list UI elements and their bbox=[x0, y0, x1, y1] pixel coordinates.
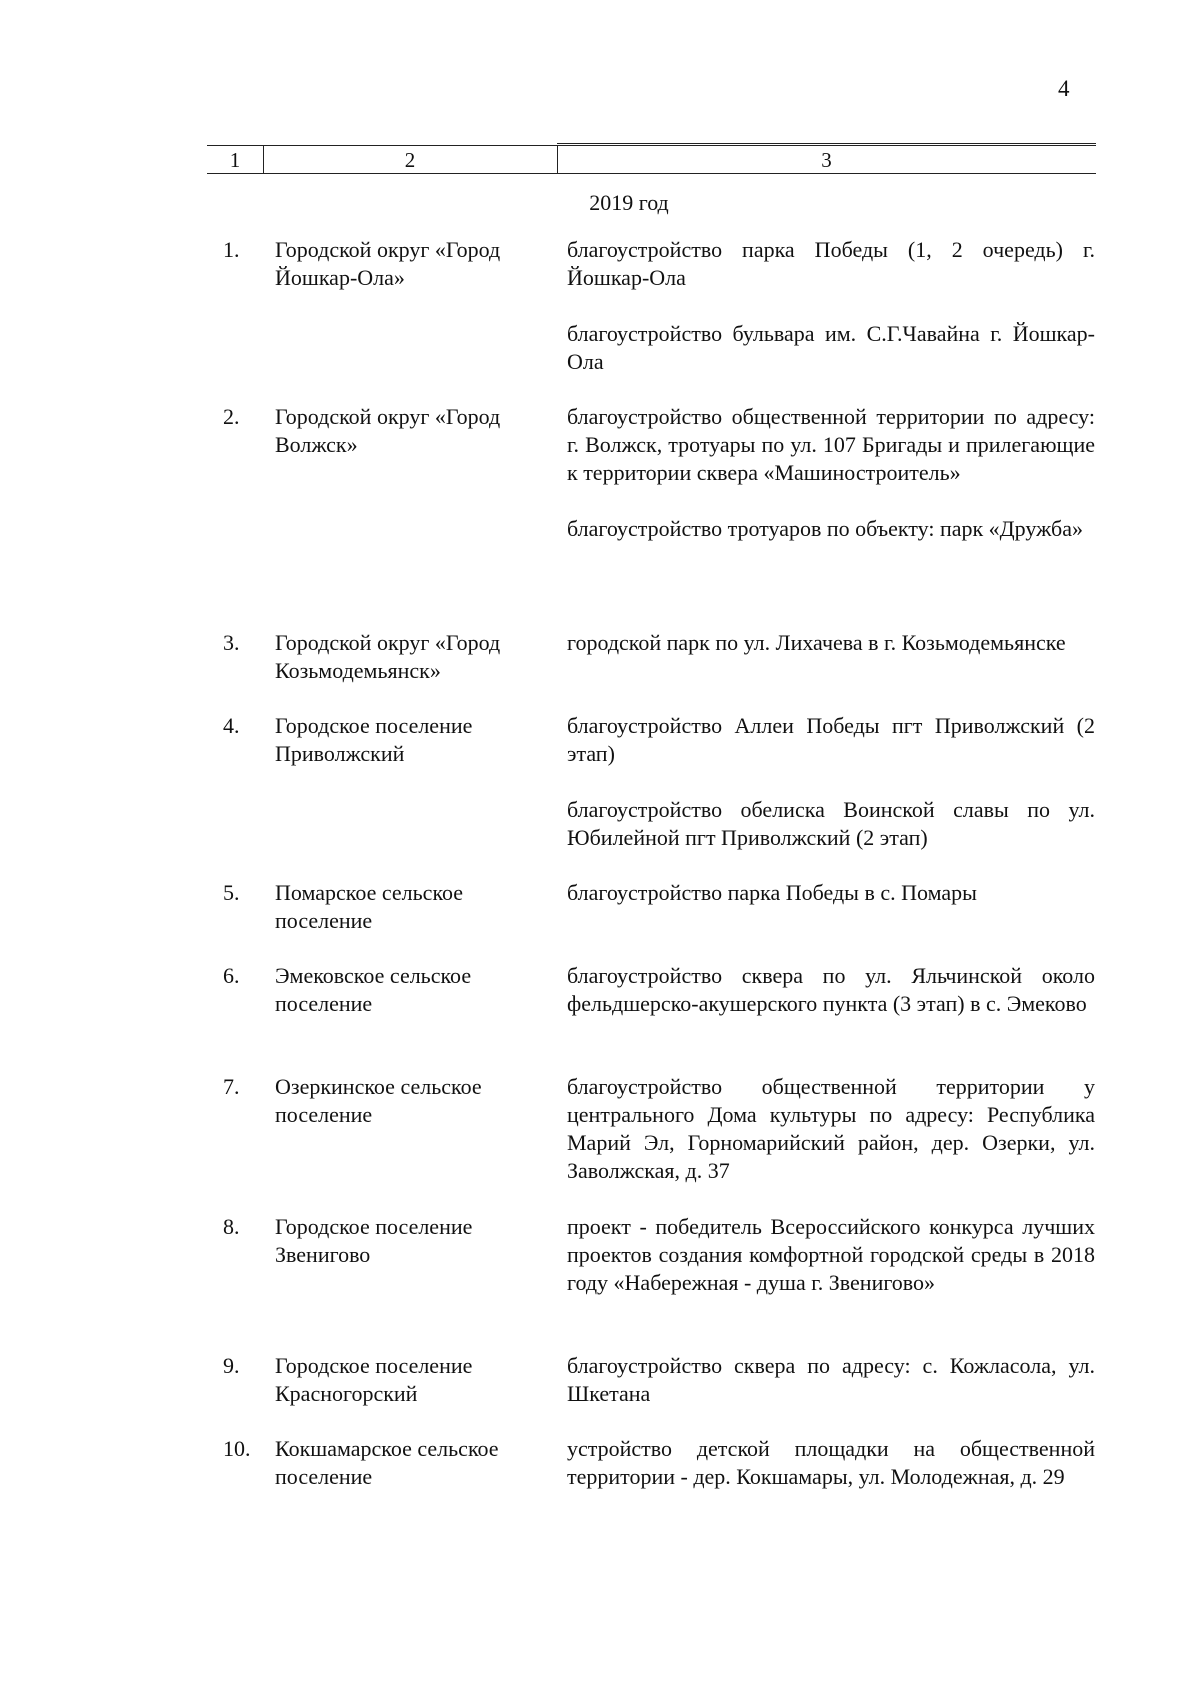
project-list bbox=[567, 629, 1095, 657]
header-top-rule-right bbox=[557, 143, 1096, 144]
municipality-name: Помарское сельское поселение bbox=[275, 880, 464, 933]
municipality-name: Озеркинское сельское поселение bbox=[275, 1074, 482, 1127]
municipality-name: Городское поселение Звенигово bbox=[275, 1214, 473, 1267]
project-item: благоустройство бульвара им. С.Г.Чавайна г. Йошкар-Ола bbox=[567, 321, 1095, 374]
project-list bbox=[567, 1435, 1095, 1491]
municipality-name: Городской округ «Город Волжск» bbox=[275, 404, 501, 457]
project-list bbox=[567, 962, 1095, 1018]
project-list bbox=[567, 236, 1095, 376]
project-item: благоустройство сквера по ул. Яльчинской около фельдшерско-акушерского пункта (3 этап) в с. Эмеково bbox=[567, 963, 1095, 1016]
row-number: 1. bbox=[223, 237, 240, 262]
municipality-name: Кокшамарское сельское поселение bbox=[275, 1436, 499, 1489]
row-number: 5. bbox=[223, 880, 240, 905]
project-item: благоустройство тротуаров по объекту: парк «Дружба» bbox=[567, 516, 1083, 541]
project-item: благоустройство обелиска Воинской славы по ул. Юбилейной пгт Приволжский (2 этап) bbox=[567, 797, 1095, 850]
project-list bbox=[567, 403, 1095, 543]
header-col-2: 2 bbox=[404, 148, 416, 172]
project-item: благоустройство парка Победы в с. Помары bbox=[567, 880, 977, 905]
municipality-name: Городское поселение Приволжский bbox=[275, 713, 473, 766]
municipality-name: Городское поселение Красногорский bbox=[275, 1353, 473, 1406]
project-list bbox=[567, 1352, 1095, 1408]
header-top-rule bbox=[207, 145, 1096, 146]
project-item: городской парк по ул. Лихачева в г. Козьмодемьянске bbox=[567, 630, 1066, 655]
row-number: 10. bbox=[223, 1436, 251, 1461]
project-list bbox=[567, 712, 1095, 852]
project-list bbox=[567, 879, 1095, 907]
project-list bbox=[567, 1213, 1095, 1297]
municipality-name: Эмековское сельское поселение bbox=[275, 963, 472, 1016]
year-heading: 2019 год bbox=[589, 190, 669, 215]
row-number: 3. bbox=[223, 630, 240, 655]
row-number: 7. bbox=[223, 1074, 240, 1099]
project-list bbox=[567, 1073, 1095, 1185]
project-item: проект - победитель Всероссийского конкурса лучших проектов создания комфортной городской среды в 2018 году «Набережная - душа г. Звенигово» bbox=[567, 1214, 1095, 1295]
project-item: благоустройство общественной территории у центрального Дома культуры по адресу: Республика Марий Эл, Горномарийский район, дер. Озерки, ул. Заволжская, д. 37 bbox=[567, 1074, 1095, 1183]
row-number: 2. bbox=[223, 404, 240, 429]
row-number: 4. bbox=[223, 713, 240, 738]
municipality-name: Городской округ «Город Йошкар-Ола» bbox=[275, 237, 501, 290]
page-number: 4 bbox=[1058, 76, 1070, 101]
table-header bbox=[207, 145, 1096, 173]
header-col-3: 3 bbox=[821, 148, 832, 172]
row-number: 9. bbox=[223, 1353, 240, 1378]
municipality-name: Городской округ «Город Козьмодемьянск» bbox=[275, 630, 501, 683]
row-number: 8. bbox=[223, 1214, 240, 1239]
project-item: благоустройство сквера по адресу: с. Кожласола, ул. Шкетана bbox=[567, 1353, 1095, 1406]
header-col-1: 1 bbox=[229, 148, 241, 172]
header-bottom-rule bbox=[207, 173, 1096, 174]
project-item: устройство детской площадки на общественной территории - дер. Кокшамары, ул. Молодежная, д. 29 bbox=[567, 1436, 1095, 1489]
project-item: благоустройство Аллеи Победы пгт Приволжский (2 этап) bbox=[567, 713, 1095, 766]
project-item: благоустройство парка Победы (1, 2 очередь) г. Йошкар-Ола bbox=[567, 237, 1095, 290]
project-item: благоустройство общественной территории по адресу: г. Волжск, тротуары по ул. 107 Бригады и прилегающие к территории сквера «Машиностроитель» bbox=[567, 404, 1095, 485]
row-number: 6. bbox=[223, 963, 240, 988]
